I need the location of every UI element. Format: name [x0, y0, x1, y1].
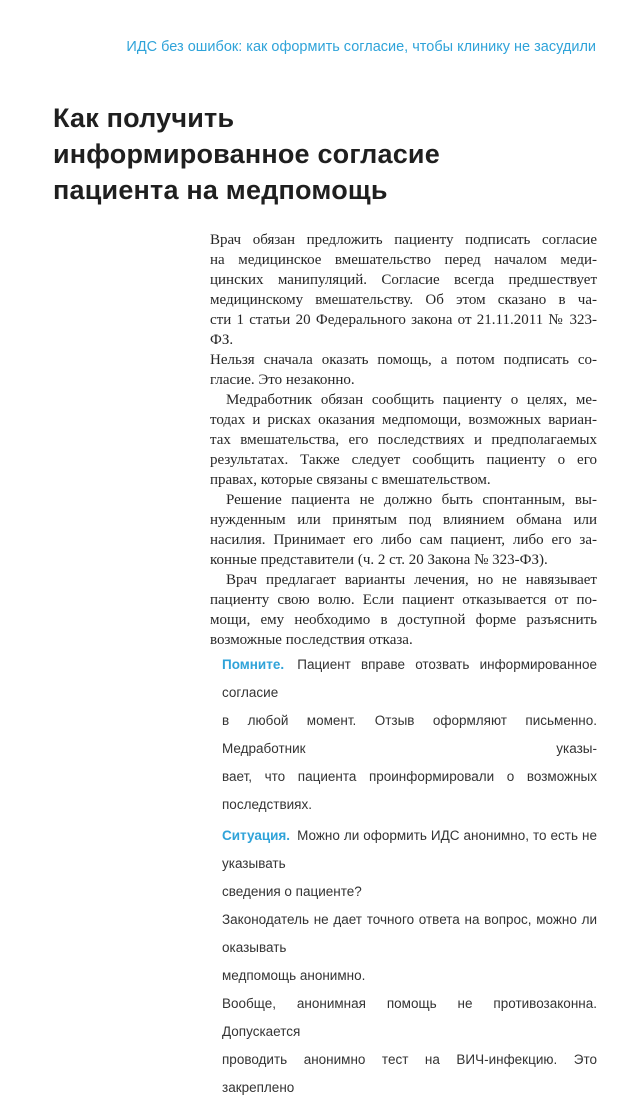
text-line: правах, которые связаны с вмешательством. [210, 472, 491, 488]
text-line: на медицинское вмешательство перед началом меди- [210, 252, 597, 268]
text-line: нужденным или принятым под влиянием обмана или [210, 512, 597, 528]
text-line: медицинскому вмешательству. Об этом сказано в ча- [210, 292, 597, 308]
text-line: Решение пациента не должно быть спонтанным, вы- [226, 492, 597, 508]
paragraph [210, 390, 597, 490]
paragraph [210, 490, 597, 570]
paragraph [210, 230, 597, 390]
text-line: тах вмешательства, его последствиях и предполагаемых [210, 432, 597, 448]
text-line: возможные последствия отказа. [210, 632, 413, 648]
body-text [210, 230, 597, 650]
callout-line: сведения о пациенте? [222, 884, 362, 899]
text-line: Нельзя сначала оказать помощь, а потом подписать со- [210, 352, 597, 368]
callout-line: проводить анонимно тест на ВИЧ-инфекцию. Это закреплено [222, 1052, 597, 1095]
callout-line: Вообще, анонимная помощь не противозаконна. Допускается [222, 996, 597, 1039]
page-title-line: информированное согласие [53, 139, 440, 169]
callout-line: в любой момент. Отзыв оформляют письменно. Медработник указы- [222, 713, 597, 756]
text-line: тодах и рисках оказания медпомощи, возможных вариан- [210, 412, 597, 428]
page-title-line: пациента на медпомощь [53, 175, 388, 205]
text-line: насилия. Принимает его либо сам пациент, либо его за- [210, 532, 597, 548]
callouts [222, 651, 597, 1102]
callout-remember [222, 651, 597, 819]
callout-line: Помните. Пациент вправе отозвать информированное согласие [222, 657, 597, 700]
text-line: сти 1 статьи 20 Федерального закона от 21.11.2011 № 323-ФЗ. [210, 312, 597, 348]
text-line: конные представители (ч. 2 ст. 20 Закона № 323-ФЗ). [210, 552, 548, 568]
callout-line: медпомощь анонимно. [222, 968, 366, 983]
page-title-line: Как получить [53, 103, 235, 133]
callout-line: Законодатель не дает точного ответа на вопрос, можно ли оказывать [222, 912, 597, 955]
text-line: гласие. Это незаконно. [210, 372, 355, 388]
text-line: Врач обязан предложить пациенту подписать согласие [210, 232, 597, 248]
text-line: результатах. Также следует сообщить пациенту о его [210, 452, 597, 468]
callout-line: Ситуация. Можно ли оформить ИДС анонимно, то есть не указывать [222, 828, 597, 871]
page-title [53, 100, 598, 208]
text-line: цинских манипуляций. Согласие всегда предшествует [210, 272, 597, 288]
text-line: пациенту свою волю. Если пациент отказывается от по- [210, 592, 597, 608]
callout-label: Помните. [222, 657, 295, 672]
text-line: Медработник обязан сообщить пациенту о целях, ме- [226, 392, 597, 408]
text-line: Врач предлагает варианты лечения, но не навязывает [226, 572, 597, 588]
text-line: мощи, ему необходимо в доступной форме разъяснить [210, 612, 597, 628]
callout-label: Ситуация. [222, 828, 295, 843]
running-head: ИДС без ошибок: как оформить согласие, чтобы клинику не засудили [126, 39, 596, 55]
callout-line: вает, что пациента проинформировали о возможных последствиях. [222, 769, 597, 812]
callout-situation [222, 822, 597, 1102]
paragraph [210, 570, 597, 650]
